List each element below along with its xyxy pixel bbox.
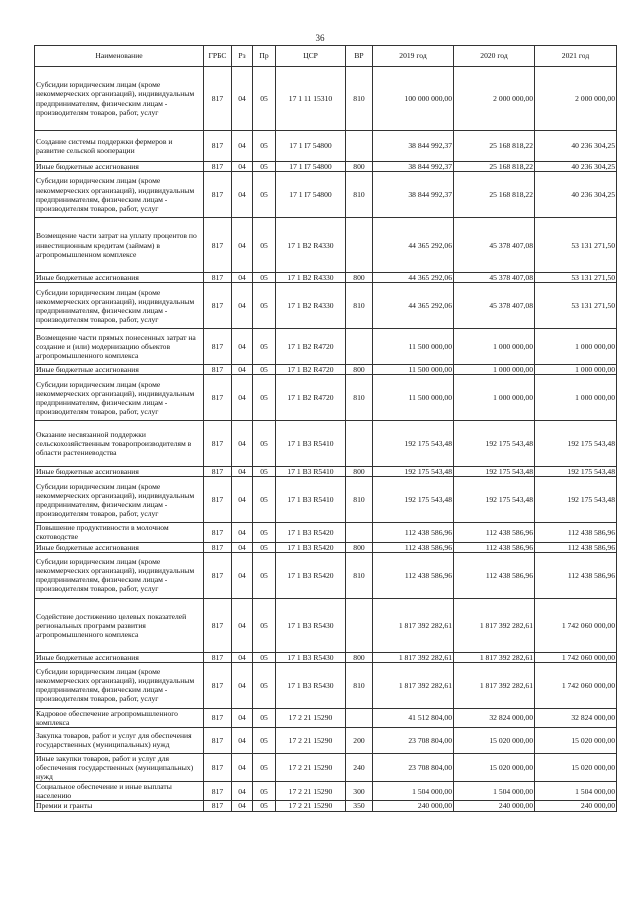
grbs-code: 817 <box>204 708 232 727</box>
amount-2021: 192 175 543,48 <box>535 477 617 523</box>
subsection-code: 05 <box>253 523 276 542</box>
grbs-code: 817 <box>204 782 232 801</box>
amount-2019: 44 365 292,06 <box>373 218 454 273</box>
amount-2021: 1 000 000,00 <box>535 375 617 421</box>
amount-2020: 192 175 543,48 <box>454 477 535 523</box>
target-article-code: 17 1 11 15310 <box>276 67 346 131</box>
grbs-code: 817 <box>204 273 232 283</box>
amount-2020: 1 000 000,00 <box>454 375 535 421</box>
section-code: 04 <box>232 162 253 172</box>
target-article-code: 17 1 I7 54800 <box>276 131 346 162</box>
row-name: Субсидии юридическим лицам (кроме некоммерческих организаций), индивидуальным предпринимателям, физическим лицам - производителям товаров, работ, услуг <box>35 375 204 421</box>
grbs-code: 817 <box>204 375 232 421</box>
amount-2019: 1 817 392 282,61 <box>373 598 454 652</box>
subsection-code: 05 <box>253 652 276 662</box>
amount-2021: 2 000 000,00 <box>535 67 617 131</box>
amount-2020: 1 817 392 282,61 <box>454 598 535 652</box>
section-code: 04 <box>232 273 253 283</box>
table-row <box>35 662 617 708</box>
row-name: Субсидии юридическим лицам (кроме некоммерческих организаций), индивидуальным предпринимателям, физическим лицам - производителям товаров, работ, услуг <box>35 283 204 329</box>
section-code: 04 <box>232 598 253 652</box>
amount-2021: 53 131 271,50 <box>535 273 617 283</box>
row-name: Повышение продуктивности в молочном скотоводстве <box>35 523 204 542</box>
column-header: ЦСР <box>276 46 346 67</box>
row-name: Иные бюджетные ассигнования <box>35 273 204 283</box>
expense-type-code <box>346 218 373 273</box>
section-code: 04 <box>232 67 253 131</box>
amount-2019: 112 438 586,96 <box>373 523 454 542</box>
target-article-code: 17 1 B3 R5430 <box>276 652 346 662</box>
target-article-code: 17 2 21 15290 <box>276 727 346 753</box>
subsection-code: 05 <box>253 273 276 283</box>
table-header-row <box>35 46 617 67</box>
expense-type-code: 800 <box>346 652 373 662</box>
row-name: Субсидии юридическим лицам (кроме некоммерческих организаций), индивидуальным предпринимателям, физическим лицам - производителям товаров, работ, услуг <box>35 67 204 131</box>
expense-type-code: 200 <box>346 727 373 753</box>
grbs-code: 817 <box>204 218 232 273</box>
section-code: 04 <box>232 652 253 662</box>
subsection-code: 05 <box>253 67 276 131</box>
grbs-code: 817 <box>204 523 232 542</box>
subsection-code: 05 <box>253 467 276 477</box>
expense-type-code: 810 <box>346 283 373 329</box>
expense-type-code: 810 <box>346 662 373 708</box>
amount-2021: 112 438 586,96 <box>535 552 617 598</box>
target-article-code: 17 1 B3 R5420 <box>276 552 346 598</box>
table-row <box>35 218 617 273</box>
amount-2021: 15 020 000,00 <box>535 753 617 781</box>
page-number: 36 <box>315 33 325 43</box>
row-name: Кадровое обеспечение агропромышленного комплекса <box>35 708 204 727</box>
row-name: Субсидии юридическим лицам (кроме некоммерческих организаций), индивидуальным предпринимателям, физическим лицам - производителям товаров, работ, услуг <box>35 662 204 708</box>
amount-2020: 1 000 000,00 <box>454 365 535 375</box>
section-code: 04 <box>232 753 253 781</box>
amount-2019: 38 844 992,37 <box>373 172 454 218</box>
table-row <box>35 598 617 652</box>
target-article-code: 17 1 B2 R4720 <box>276 329 346 365</box>
subsection-code: 05 <box>253 172 276 218</box>
section-code: 04 <box>232 477 253 523</box>
table-row <box>35 67 617 131</box>
table-row <box>35 477 617 523</box>
target-article-code: 17 2 21 15290 <box>276 753 346 781</box>
amount-2019: 240 000,00 <box>373 801 454 811</box>
grbs-code: 817 <box>204 727 232 753</box>
row-name: Иные бюджетные ассигнования <box>35 467 204 477</box>
amount-2020: 15 020 000,00 <box>454 753 535 781</box>
table-row <box>35 552 617 598</box>
expense-type-code: 800 <box>346 542 373 552</box>
amount-2019: 112 438 586,96 <box>373 542 454 552</box>
expense-type-code <box>346 523 373 542</box>
row-name: Субсидии юридическим лицам (кроме некоммерческих организаций), индивидуальным предпринимателям, физическим лицам - производителям товаров, работ, услуг <box>35 477 204 523</box>
section-code: 04 <box>232 421 253 467</box>
amount-2021: 1 000 000,00 <box>535 329 617 365</box>
table-row <box>35 652 617 662</box>
grbs-code: 817 <box>204 753 232 781</box>
section-code: 04 <box>232 552 253 598</box>
grbs-code: 817 <box>204 477 232 523</box>
amount-2020: 112 438 586,96 <box>454 523 535 542</box>
table-row <box>35 365 617 375</box>
row-name: Иные бюджетные ассигнования <box>35 542 204 552</box>
amount-2020: 45 378 407,08 <box>454 283 535 329</box>
amount-2021: 1 504 000,00 <box>535 782 617 801</box>
amount-2019: 44 365 292,06 <box>373 283 454 329</box>
amount-2021: 192 175 543,48 <box>535 467 617 477</box>
expense-type-code: 810 <box>346 67 373 131</box>
target-article-code: 17 2 21 15290 <box>276 708 346 727</box>
amount-2019: 44 365 292,06 <box>373 273 454 283</box>
grbs-code: 817 <box>204 365 232 375</box>
target-article-code: 17 1 B2 R4720 <box>276 375 346 421</box>
amount-2019: 1 504 000,00 <box>373 782 454 801</box>
section-code: 04 <box>232 801 253 811</box>
subsection-code: 05 <box>253 365 276 375</box>
amount-2021: 1 000 000,00 <box>535 365 617 375</box>
subsection-code: 05 <box>253 598 276 652</box>
grbs-code: 817 <box>204 329 232 365</box>
target-article-code: 17 1 B2 R4330 <box>276 218 346 273</box>
section-code: 04 <box>232 727 253 753</box>
amount-2021: 112 438 586,96 <box>535 542 617 552</box>
column-header: 2020 год <box>454 46 535 67</box>
amount-2019: 1 817 392 282,61 <box>373 662 454 708</box>
amount-2019: 11 500 000,00 <box>373 365 454 375</box>
row-name: Социальное обеспечение и иные выплаты населению <box>35 782 204 801</box>
row-name: Оказание несвязанной поддержки сельскохозяйственным товаропроизводителям в области растениеводства <box>35 421 204 467</box>
section-code: 04 <box>232 523 253 542</box>
target-article-code: 17 1 B3 R5420 <box>276 523 346 542</box>
amount-2020: 240 000,00 <box>454 801 535 811</box>
subsection-code: 05 <box>253 801 276 811</box>
amount-2019: 23 708 804,00 <box>373 753 454 781</box>
subsection-code: 05 <box>253 283 276 329</box>
amount-2020: 45 378 407,08 <box>454 218 535 273</box>
table-row <box>35 421 617 467</box>
section-code: 04 <box>232 218 253 273</box>
column-header: Пр <box>253 46 276 67</box>
column-header: 2019 год <box>373 46 454 67</box>
grbs-code: 817 <box>204 467 232 477</box>
amount-2019: 41 512 804,00 <box>373 708 454 727</box>
expense-type-code <box>346 421 373 467</box>
amount-2021: 40 236 304,25 <box>535 131 617 162</box>
amount-2020: 2 000 000,00 <box>454 67 535 131</box>
table-body <box>35 67 617 812</box>
expense-type-code: 810 <box>346 477 373 523</box>
expense-type-code: 350 <box>346 801 373 811</box>
amount-2021: 1 742 060 000,00 <box>535 598 617 652</box>
expense-type-code: 800 <box>346 365 373 375</box>
table-row <box>35 467 617 477</box>
amount-2021: 15 020 000,00 <box>535 727 617 753</box>
row-name: Создание системы поддержки фермеров и развитие сельской кооперации <box>35 131 204 162</box>
column-header: 2021 год <box>535 46 617 67</box>
grbs-code: 817 <box>204 652 232 662</box>
amount-2021: 40 236 304,25 <box>535 162 617 172</box>
row-name: Возмещение части прямых понесенных затрат на создание и (или) модернизацию объектов агропромышленного комплекса <box>35 329 204 365</box>
amount-2019: 38 844 992,37 <box>373 162 454 172</box>
row-name: Закупка товаров, работ и услуг для обеспечения государственных (муниципальных) нужд <box>35 727 204 753</box>
target-article-code: 17 1 B3 R5410 <box>276 421 346 467</box>
expense-type-code: 240 <box>346 753 373 781</box>
column-header: Рз <box>232 46 253 67</box>
target-article-code: 17 1 B2 R4330 <box>276 273 346 283</box>
row-name: Субсидии юридическим лицам (кроме некоммерческих организаций), индивидуальным предпринимателям, физическим лицам - производителям товаров, работ, услуг <box>35 172 204 218</box>
grbs-code: 817 <box>204 542 232 552</box>
row-name: Иные закупки товаров, работ и услуг для обеспечения государственных (муниципальных) нужд <box>35 753 204 781</box>
table-row <box>35 283 617 329</box>
amount-2020: 1 817 392 282,61 <box>454 662 535 708</box>
row-name: Иные бюджетные ассигнования <box>35 162 204 172</box>
subsection-code: 05 <box>253 782 276 801</box>
amount-2019: 112 438 586,96 <box>373 552 454 598</box>
expense-type-code <box>346 598 373 652</box>
target-article-code: 17 1 I7 54800 <box>276 172 346 218</box>
amount-2019: 38 844 992,37 <box>373 131 454 162</box>
amount-2020: 25 168 818,22 <box>454 131 535 162</box>
table-row <box>35 375 617 421</box>
amount-2020: 45 378 407,08 <box>454 273 535 283</box>
amount-2020: 1 000 000,00 <box>454 329 535 365</box>
row-name: Содействие достижению целевых показателей региональных программ развития агропромышленного комплекса <box>35 598 204 652</box>
table-row <box>35 162 617 172</box>
row-name: Премии и гранты <box>35 801 204 811</box>
subsection-code: 05 <box>253 708 276 727</box>
row-name: Субсидии юридическим лицам (кроме некоммерческих организаций), индивидуальным предпринимателям, физическим лицам - производителям товаров, работ, услуг <box>35 552 204 598</box>
expense-type-code: 810 <box>346 552 373 598</box>
expense-type-code: 800 <box>346 162 373 172</box>
table-row <box>35 782 617 801</box>
row-name: Иные бюджетные ассигнования <box>35 652 204 662</box>
expense-type-code <box>346 131 373 162</box>
grbs-code: 817 <box>204 67 232 131</box>
expense-type-code: 800 <box>346 273 373 283</box>
amount-2020: 15 020 000,00 <box>454 727 535 753</box>
amount-2019: 192 175 543,48 <box>373 477 454 523</box>
table-row <box>35 727 617 753</box>
section-code: 04 <box>232 542 253 552</box>
expense-type-code: 300 <box>346 782 373 801</box>
amount-2021: 32 824 000,00 <box>535 708 617 727</box>
section-code: 04 <box>232 283 253 329</box>
budget-table <box>34 45 617 812</box>
subsection-code: 05 <box>253 662 276 708</box>
target-article-code: 17 1 B3 R5430 <box>276 598 346 652</box>
amount-2021: 53 131 271,50 <box>535 283 617 329</box>
grbs-code: 817 <box>204 172 232 218</box>
target-article-code: 17 2 21 15290 <box>276 801 346 811</box>
section-code: 04 <box>232 172 253 218</box>
amount-2021: 192 175 543,48 <box>535 421 617 467</box>
expense-type-code: 810 <box>346 375 373 421</box>
column-header: ГРБС <box>204 46 232 67</box>
amount-2019: 11 500 000,00 <box>373 375 454 421</box>
section-code: 04 <box>232 782 253 801</box>
subsection-code: 05 <box>253 421 276 467</box>
amount-2020: 112 438 586,96 <box>454 542 535 552</box>
amount-2019: 192 175 543,48 <box>373 421 454 467</box>
amount-2021: 40 236 304,25 <box>535 172 617 218</box>
amount-2019: 1 817 392 282,61 <box>373 652 454 662</box>
subsection-code: 05 <box>253 477 276 523</box>
target-article-code: 17 1 B2 R4330 <box>276 283 346 329</box>
subsection-code: 05 <box>253 552 276 598</box>
grbs-code: 817 <box>204 662 232 708</box>
amount-2021: 112 438 586,96 <box>535 523 617 542</box>
row-name: Возмещение части затрат на уплату процентов по инвестиционным кредитам (займам) в агропромышленном комплексе <box>35 218 204 273</box>
table-row <box>35 172 617 218</box>
amount-2020: 32 824 000,00 <box>454 708 535 727</box>
section-code: 04 <box>232 467 253 477</box>
amount-2020: 192 175 543,48 <box>454 467 535 477</box>
section-code: 04 <box>232 329 253 365</box>
amount-2020: 112 438 586,96 <box>454 552 535 598</box>
amount-2020: 25 168 818,22 <box>454 162 535 172</box>
grbs-code: 817 <box>204 283 232 329</box>
grbs-code: 817 <box>204 598 232 652</box>
expense-type-code: 810 <box>346 172 373 218</box>
table-row <box>35 273 617 283</box>
target-article-code: 17 1 B2 R4720 <box>276 365 346 375</box>
table-row <box>35 329 617 365</box>
table-row <box>35 801 617 811</box>
amount-2019: 11 500 000,00 <box>373 329 454 365</box>
target-article-code: 17 2 21 15290 <box>276 782 346 801</box>
target-article-code: 17 1 B3 R5420 <box>276 542 346 552</box>
subsection-code: 05 <box>253 542 276 552</box>
amount-2021: 1 742 060 000,00 <box>535 662 617 708</box>
column-header: ВР <box>346 46 373 67</box>
table-row <box>35 131 617 162</box>
subsection-code: 05 <box>253 375 276 421</box>
expense-type-code <box>346 329 373 365</box>
amount-2021: 1 742 060 000,00 <box>535 652 617 662</box>
amount-2019: 100 000 000,00 <box>373 67 454 131</box>
section-code: 04 <box>232 365 253 375</box>
section-code: 04 <box>232 708 253 727</box>
amount-2021: 53 131 271,50 <box>535 218 617 273</box>
subsection-code: 05 <box>253 218 276 273</box>
subsection-code: 05 <box>253 131 276 162</box>
grbs-code: 817 <box>204 162 232 172</box>
amount-2020: 192 175 543,48 <box>454 421 535 467</box>
table-row <box>35 708 617 727</box>
amount-2020: 1 504 000,00 <box>454 782 535 801</box>
table-row <box>35 753 617 781</box>
expense-type-code: 800 <box>346 467 373 477</box>
target-article-code: 17 1 I7 54800 <box>276 162 346 172</box>
table-row <box>35 542 617 552</box>
section-code: 04 <box>232 375 253 421</box>
amount-2019: 23 708 804,00 <box>373 727 454 753</box>
target-article-code: 17 1 B3 R5430 <box>276 662 346 708</box>
target-article-code: 17 1 B3 R5410 <box>276 467 346 477</box>
grbs-code: 817 <box>204 421 232 467</box>
subsection-code: 05 <box>253 329 276 365</box>
subsection-code: 05 <box>253 727 276 753</box>
table-row <box>35 523 617 542</box>
expense-type-code <box>346 708 373 727</box>
grbs-code: 817 <box>204 131 232 162</box>
row-name: Иные бюджетные ассигнования <box>35 365 204 375</box>
target-article-code: 17 1 B3 R5410 <box>276 477 346 523</box>
amount-2020: 25 168 818,22 <box>454 172 535 218</box>
section-code: 04 <box>232 662 253 708</box>
column-header: Наименование <box>35 46 204 67</box>
grbs-code: 817 <box>204 552 232 598</box>
subsection-code: 05 <box>253 162 276 172</box>
amount-2021: 240 000,00 <box>535 801 617 811</box>
grbs-code: 817 <box>204 801 232 811</box>
subsection-code: 05 <box>253 753 276 781</box>
section-code: 04 <box>232 131 253 162</box>
amount-2019: 192 175 543,48 <box>373 467 454 477</box>
amount-2020: 1 817 392 282,61 <box>454 652 535 662</box>
